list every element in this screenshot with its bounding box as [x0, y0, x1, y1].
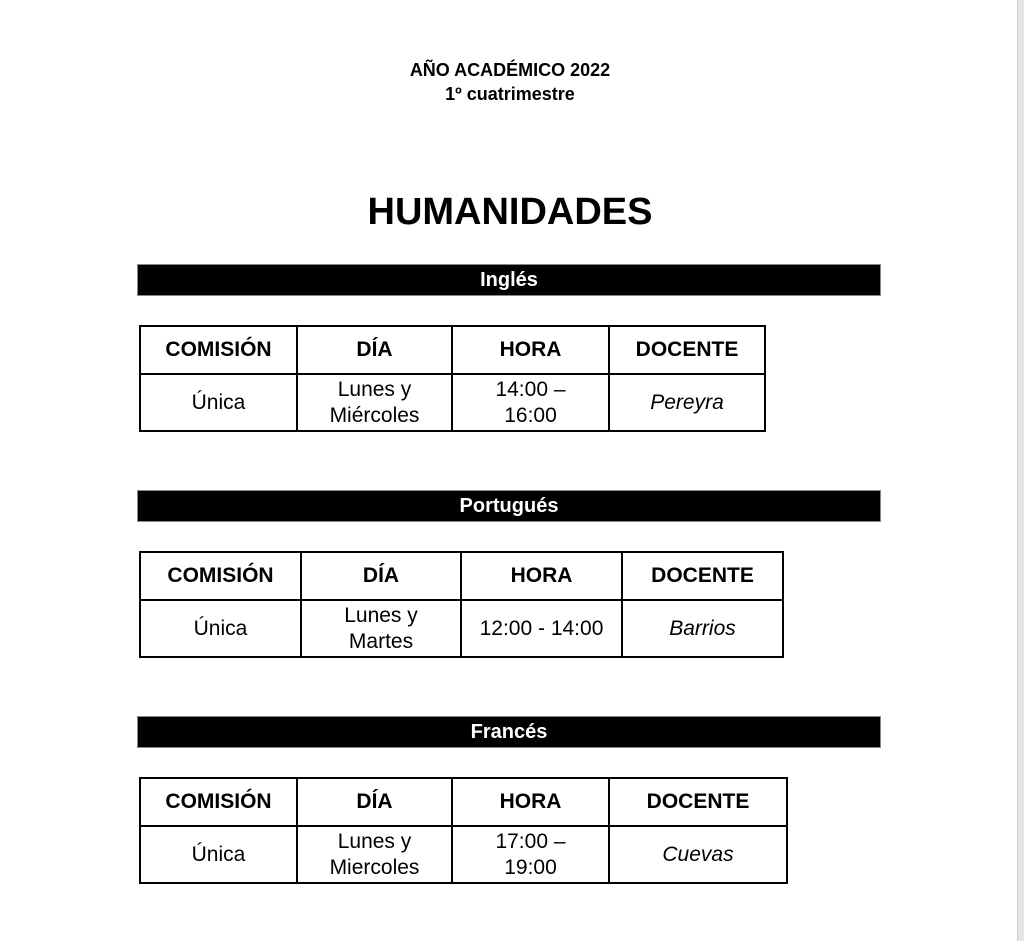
academic-year: AÑO ACADÉMICO 2022: [409, 60, 611, 80]
table-header-row: [140, 326, 765, 374]
term: 1º cuatrimestre: [445, 84, 575, 104]
schedule-table-frances: [139, 777, 788, 884]
cell-docente: Barrios: [622, 600, 783, 657]
table-row: [140, 374, 765, 431]
col-dia: DÍA: [297, 326, 452, 374]
cell-dia: Lunes y Miercoles: [297, 826, 452, 883]
col-comision: COMISIÓN: [140, 778, 297, 826]
cell-docente: Cuevas: [609, 826, 787, 883]
col-hora: HORA: [461, 552, 622, 600]
col-docente: DOCENTE: [609, 778, 787, 826]
schedule-table-portugues: [139, 551, 784, 658]
cell-hora: 17:00 – 19:00: [452, 826, 609, 883]
cell-dia: Lunes y Martes: [301, 600, 461, 657]
col-comision: COMISIÓN: [140, 326, 297, 374]
col-hora: HORA: [452, 778, 609, 826]
cell-comision: Única: [140, 374, 297, 431]
cell-docente: Pereyra: [609, 374, 765, 431]
section-header-ingles: Inglés: [137, 264, 881, 296]
table-header-row: [140, 778, 787, 826]
col-dia: DÍA: [301, 552, 461, 600]
document-header: [0, 58, 1020, 106]
cell-hora: 12:00 - 14:00: [461, 600, 622, 657]
section-header-frances: Francés: [137, 716, 881, 748]
col-comision: COMISIÓN: [140, 552, 301, 600]
col-dia: DÍA: [297, 778, 452, 826]
cell-comision: Única: [140, 600, 301, 657]
schedule-table-ingles: [139, 325, 766, 432]
cell-hora: 14:00 – 16:00: [452, 374, 609, 431]
table-row: [140, 600, 783, 657]
col-docente: DOCENTE: [622, 552, 783, 600]
col-hora: HORA: [452, 326, 609, 374]
table-row: [140, 826, 787, 883]
page-title: HUMANIDADES: [367, 191, 653, 233]
cell-dia: Lunes y Miércoles: [297, 374, 452, 431]
table-header-row: [140, 552, 783, 600]
page-edge: [1017, 0, 1024, 941]
section-header-portugues: Portugués: [137, 490, 881, 522]
cell-comision: Única: [140, 826, 297, 883]
col-docente: DOCENTE: [609, 326, 765, 374]
